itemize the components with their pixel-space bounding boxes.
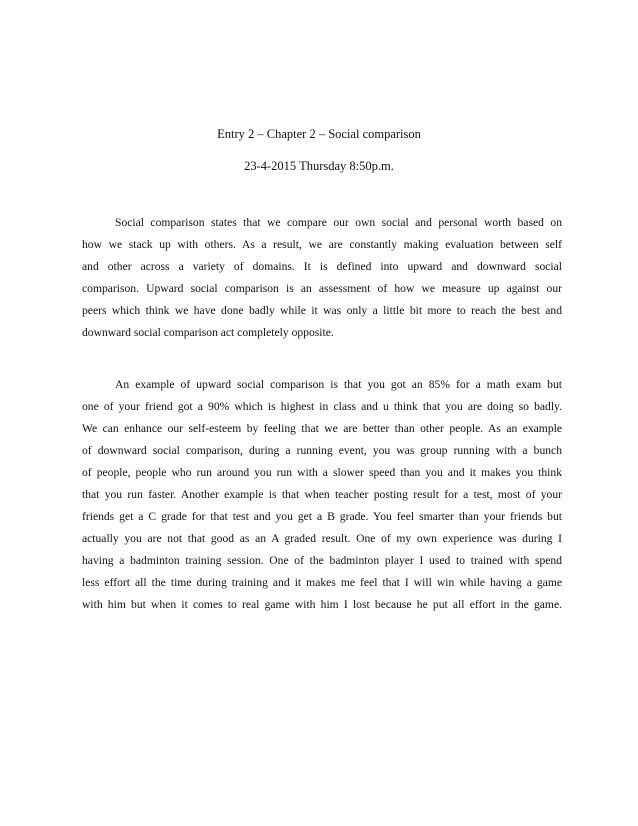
paragraph-line: less effort all the time during training and it makes me feel that I will win while having a game [82, 576, 562, 589]
paragraph-line: with him but when it comes to real game with him I lost because he put all effort in the game. [82, 598, 562, 611]
paragraph-line: of people, people who run around you run with a slower speed than you and it makes you think [82, 466, 562, 479]
paragraph-examples [82, 374, 562, 616]
entry-date: 23-4-2015 Thursday 8:50p.m. [244, 159, 394, 173]
paragraph-line: how we stack up with others. As a result, we are constantly making evaluation between self [82, 238, 562, 251]
paragraph-line: and other across a variety of domains. It is defined into upward and downward social [82, 260, 562, 273]
entry-title: Entry 2 – Chapter 2 – Social comparison [217, 127, 421, 141]
paragraph-line: An example of upward social comparison is that you got an 85% for a math exam but [115, 378, 562, 391]
paragraph-line: friends get a C grade for that test and you get a B grade. You feel smarter than your friends but [82, 510, 562, 523]
paragraph-line: of downward social comparison, during a running event, you was group running with a bunch [82, 444, 562, 457]
paragraph-line: We can enhance our self-esteem by feeling that we are better than other people. As an example [82, 422, 562, 435]
paragraph-line: having a badminton training session. One of the badminton player I used to trained with spend [82, 554, 562, 567]
paragraph-line: downward social comparison act completely opposite. [82, 326, 334, 339]
paragraph-line: comparison. Upward social comparison is an assessment of how we measure up against our [82, 282, 562, 295]
paragraph-line: peers which think we have done badly while it was only a little bit more to reach the best and [82, 304, 562, 317]
paragraph-line: Social comparison states that we compare our own social and personal worth based on [115, 216, 562, 229]
paragraph-line: that you run faster. Another example is that when teacher posting result for a test, most of your [82, 488, 562, 501]
paragraph-line: actually you are not that good as an A graded result. One of my own experience was during I [82, 532, 562, 545]
paragraph-social-comparison [82, 212, 562, 344]
paragraph-line: one of your friend got a 90% which is highest in class and u think that you are doing so badly. [82, 400, 562, 413]
